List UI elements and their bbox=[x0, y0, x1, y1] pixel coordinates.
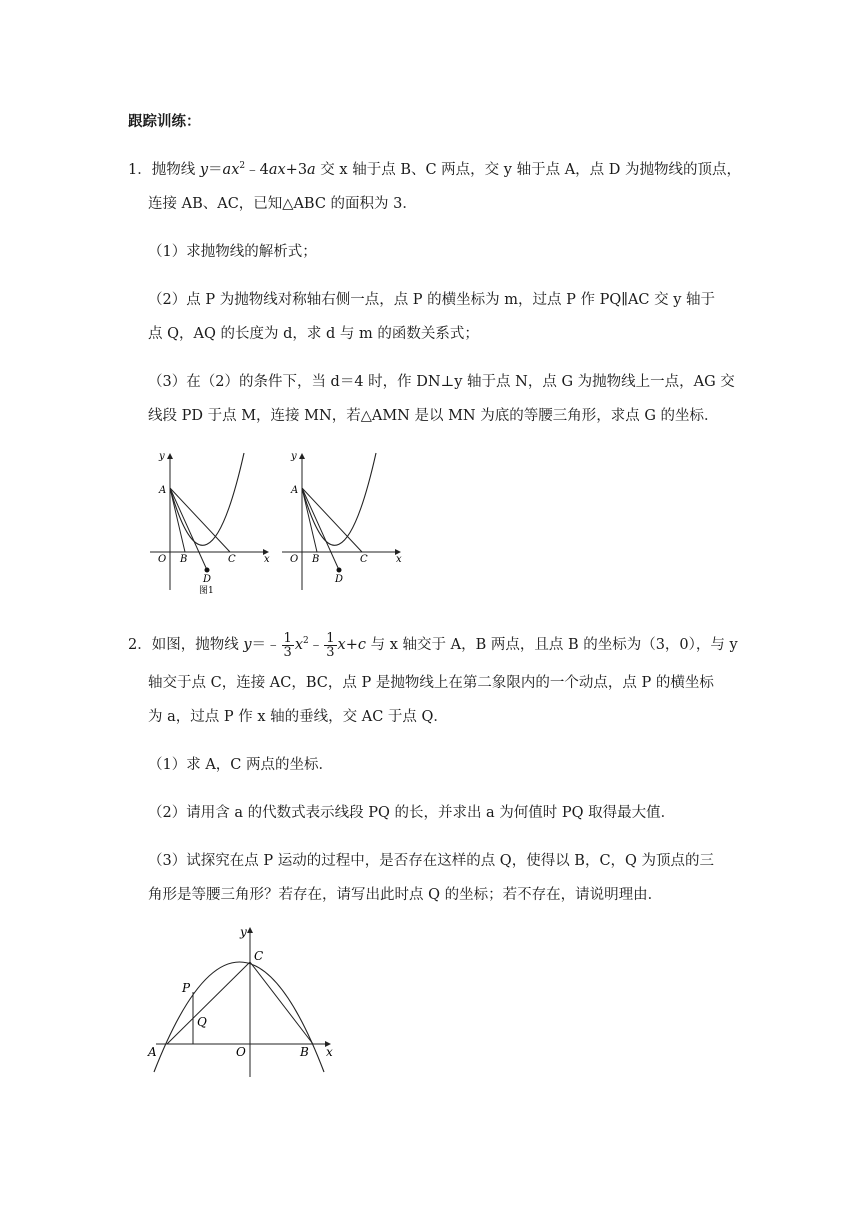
label-o: O bbox=[236, 1045, 246, 1059]
q1-figure-1 bbox=[140, 448, 280, 598]
label-a: A bbox=[159, 485, 167, 496]
segment-ab bbox=[302, 488, 317, 552]
segment-ac bbox=[170, 488, 230, 552]
question-2-line-2: 轴交于点 C，连接 AC，BC，点 P 是抛物线上在第二象限内的一个动点，点 P 的横坐标 bbox=[148, 675, 714, 691]
segment-ac bbox=[302, 488, 362, 552]
figure-caption: 图1 bbox=[199, 586, 214, 596]
label-x: x bbox=[396, 554, 402, 565]
label-d: D bbox=[335, 574, 344, 585]
label-y: y bbox=[240, 925, 247, 939]
label-b: B bbox=[300, 1045, 309, 1059]
fraction-one-third: $\frac{1}{3}$ bbox=[326, 630, 335, 660]
question-2-line-1: 2．如图，抛物线 y＝﹣ $\frac{1}{3}$ $x^2﹣$ $\frac{1}{3}$ x+c 与 x 轴交于 A，B 两点，且点 B 的坐标为（3，0），与 y bbox=[128, 630, 738, 660]
q1-part-2-line-1: （2）点 P 为抛物线对称轴右侧一点，点 P 的横坐标为 m，过点 P 作 PQ∥AC 交 y 轴于 bbox=[148, 292, 716, 308]
label-c: C bbox=[228, 554, 236, 565]
q1-figure-2 bbox=[272, 448, 412, 598]
segment-ac bbox=[167, 962, 250, 1044]
label-a: A bbox=[291, 485, 299, 496]
label-y: y bbox=[159, 451, 165, 462]
q2-part-3-line-2: 角形是等腰三角形？若存在，请写出此时点 Q 的坐标；若不存在，请说明理由． bbox=[148, 887, 663, 903]
section-title: 跟踪训练： bbox=[128, 113, 201, 130]
question-1-line-1: 1．抛物线 $y=ax^2﹣4ax+3a$ 交 x 轴于点 B、C 两点，交 y 轴于点 A，点 D 为抛物线的顶点， bbox=[128, 161, 742, 178]
q2-part-1: （1）求 A，C 两点的坐标． bbox=[148, 757, 334, 773]
label-c: C bbox=[360, 554, 368, 565]
label-b: B bbox=[312, 554, 320, 565]
segment-ab bbox=[170, 488, 185, 552]
segment-ad bbox=[170, 488, 207, 570]
segment-ad bbox=[302, 488, 339, 570]
label-x: x bbox=[264, 554, 270, 565]
label-y: y bbox=[291, 451, 297, 462]
label-q: Q bbox=[197, 1015, 207, 1029]
label-b: B bbox=[180, 554, 188, 565]
label-x: x bbox=[326, 1045, 333, 1059]
label-a: A bbox=[148, 1045, 157, 1059]
q1-part-1: （1）求抛物线的解析式； bbox=[148, 244, 317, 260]
label-o: O bbox=[158, 554, 167, 565]
label-c: C bbox=[254, 949, 264, 963]
question-1-line-2: 连接 AB、AC，已知△ABC 的面积为 3． bbox=[148, 196, 417, 212]
q2-part-2: （2）请用含 a 的代数式表示线段 PQ 的长，并求出 a 为何值时 PQ 取得最大值． bbox=[148, 805, 676, 821]
label-o: O bbox=[290, 554, 299, 565]
point-d bbox=[205, 568, 210, 573]
q1-part-3-line-1: （3）在（2）的条件下，当 d＝4 时，作 DN⊥y 轴于点 N，点 G 为抛物线上一点，AG 交 bbox=[148, 374, 735, 390]
label-d: D bbox=[203, 574, 212, 585]
question-number: 1． bbox=[128, 162, 152, 178]
q2-part-3-line-1: （3）试探究在点 P 运动的过程中，是否存在这样的点 Q，使得以 B，C，Q 为顶点的三 bbox=[148, 853, 715, 869]
fraction-one-third: $\frac{1}{3}$ bbox=[283, 630, 292, 660]
q2-figure bbox=[142, 922, 342, 1082]
question-number: 2． bbox=[128, 637, 152, 653]
question-2-line-3: 为 a，过点 P 作 x 轴的垂线，交 AC 于点 Q． bbox=[148, 709, 448, 725]
segment-bc bbox=[250, 962, 313, 1044]
label-p: P bbox=[182, 981, 191, 995]
q1-part-3-line-2: 线段 PD 于点 M，连接 MN，若△AMN 是以 MN 为底的等腰三角形，求点 G 的坐标． bbox=[148, 408, 719, 424]
q1-part-2-line-2: 点 Q，AQ 的长度为 d，求 d 与 m 的函数关系式； bbox=[148, 326, 479, 342]
point-d bbox=[337, 568, 342, 573]
